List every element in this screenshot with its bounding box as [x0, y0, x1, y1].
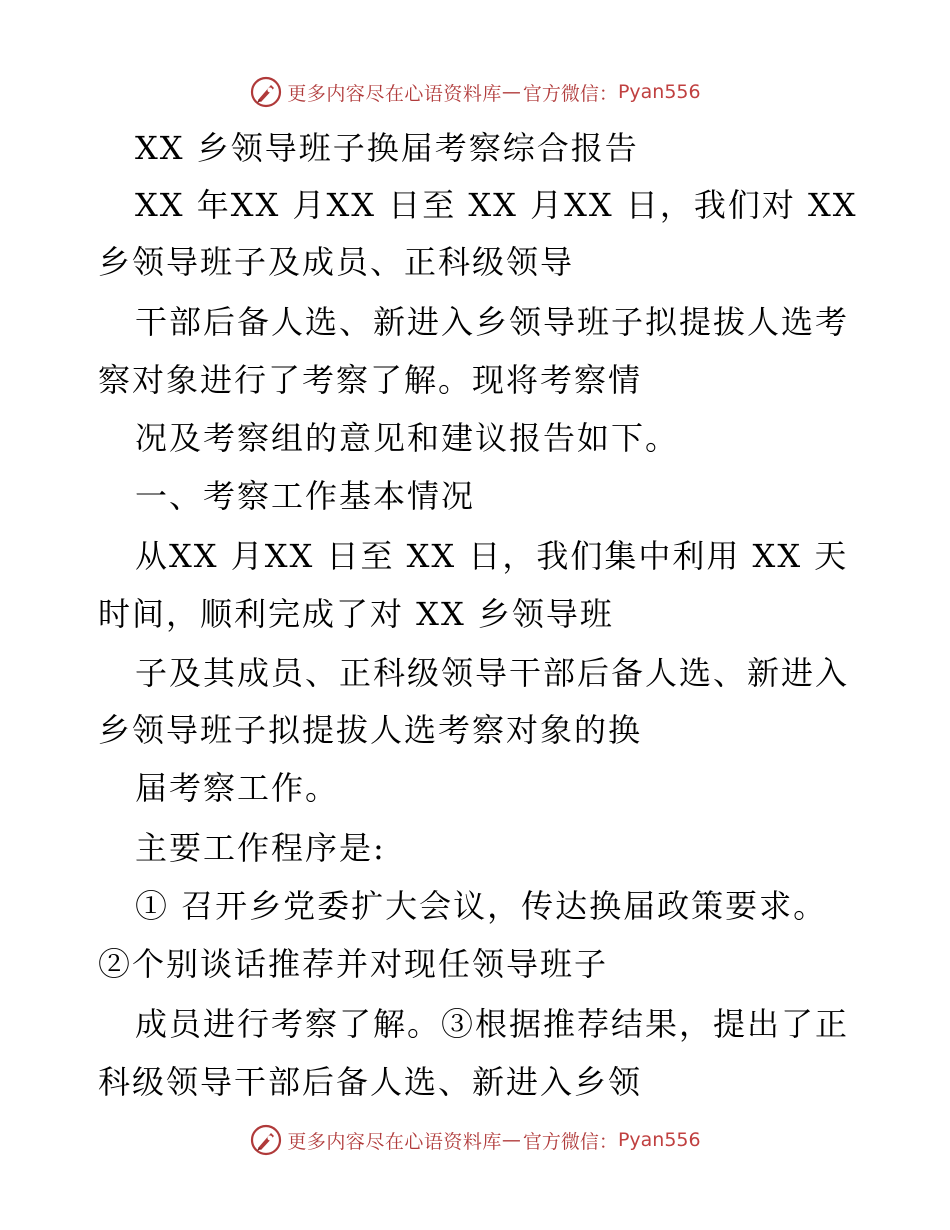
section-heading: 一、考察工作基本情况 — [135, 477, 476, 515]
header-watermark — [0, 72, 950, 112]
document-line: 况及考察组的意见和建议报告如下。 — [135, 419, 680, 457]
document-line: 察对象进行了考察了解。现将考察情 — [98, 361, 643, 399]
pen-logo-icon — [249, 1123, 283, 1157]
header-watermark-dash: — — [501, 81, 521, 103]
document-line: 届考察工作。 — [135, 769, 340, 807]
document-line: ① 召开乡党委扩大会议，传达换届政策要求。 — [135, 887, 828, 925]
footer-watermark-dash: — — [501, 1129, 521, 1151]
document-line: 乡领导班子及成员、正科级领导 — [98, 243, 575, 281]
document-line: 科级领导干部后备人选、新进入乡领 — [98, 1063, 643, 1101]
footer-wechat-id: Pyan556 — [617, 1129, 701, 1151]
document-line: 从XX 月XX 日至 XX 日，我们集中利用 XX 天 — [135, 537, 849, 575]
document-line: 主要工作程序是: — [135, 829, 386, 867]
header-wechat-id: Pyan556 — [617, 81, 701, 103]
pen-logo-icon — [249, 75, 283, 109]
header-wechat-label: 官方微信： — [522, 82, 618, 105]
footer-wechat-label: 官方微信： — [522, 1130, 618, 1153]
document-line: 干部后备人选、新进入乡领导班子拟提拔人选考 — [135, 303, 850, 341]
header-watermark-text: 更多内容尽在心语资料库 — [287, 82, 502, 105]
document-line: 成员进行考察了解。③根据推荐结果，提出了正 — [135, 1005, 850, 1043]
document-line: 子及其成员、正科级领导干部后备人选、新进入 — [135, 654, 850, 692]
document-line: XX 年XX 月XX 日至 XX 月XX 日，我们对 XX — [135, 186, 858, 224]
footer-watermark — [0, 1120, 950, 1160]
footer-watermark-text: 更多内容尽在心语资料库 — [287, 1130, 502, 1153]
document-line: 时间，顺利完成了对 XX 乡领导班 — [98, 595, 614, 633]
document-line: 乡领导班子拟提拔人选考察对象的换 — [98, 711, 643, 749]
document-title: XX 乡领导班子换届考察综合报告 — [135, 129, 639, 167]
document-line: ②个别谈话推荐并对现任领导班子 — [98, 945, 609, 983]
